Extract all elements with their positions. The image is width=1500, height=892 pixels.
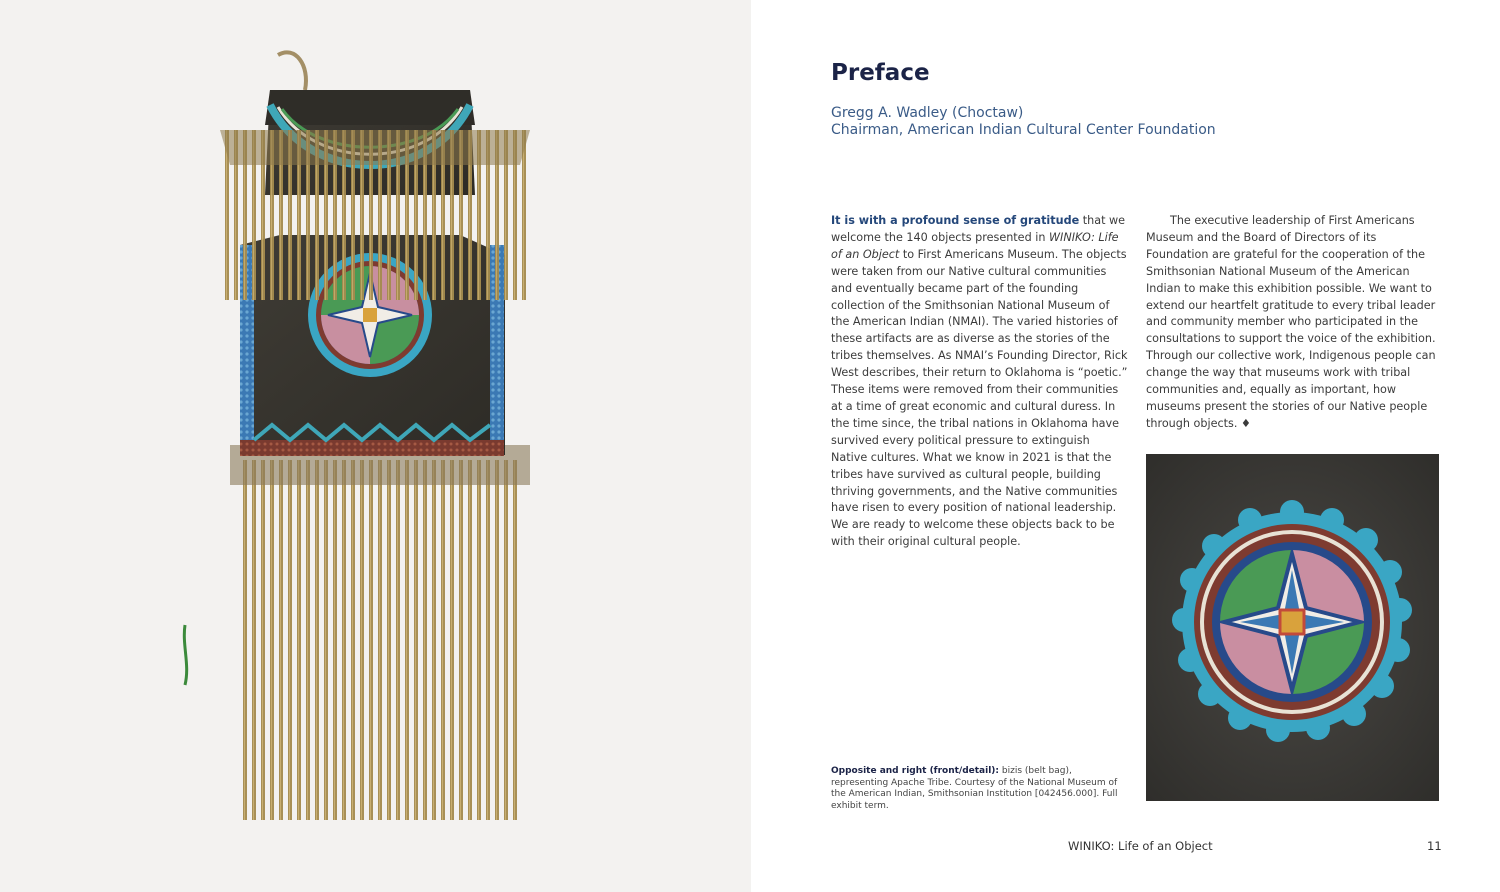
- footer-book-title: WINIKO: Life of an Object: [1068, 839, 1213, 853]
- body-text-part-2: to First Americans Museum. The objects were taken from our Native cultural communities and eventually became part of the founding collection of the Smithsonian National Museum of the American Indian (NMAI). The varied histories of these artifacts are as diverse as the stories of the tribes themselves. As NMAI’s Founding Director, Rick West describes, their return to Oklahoma is “poetic.” These items were removed from their communities at a time of great economic and cultural duress. In the time since, the tribal nations in Oklahoma have survived every political pressure to extinguish Native cultures. What we know in 2021 is that the tribes have survived as cultural people, building thriving governments, and the Native communities have risen to every position of national leadership. We are ready to welcome these objects back to be with their original cultural people.: [831, 247, 1128, 549]
- photo-caption: [831, 766, 1127, 812]
- body-paragraph-2: [1146, 213, 1438, 433]
- caption-text: bizis (belt bag), representing Apache Tribe. Courtesy of the National Museum of the American Indian, Smithsonian Institution [042456.000]. Full exhibit term.: [831, 766, 1118, 811]
- author-role: Chairman, American Indian Cultural Center Foundation: [831, 122, 1216, 138]
- body-text-part-3: The executive leadership of First Americans Museum and the Board of Directors of its Foundation are grateful for the cooperation of the Smithsonian National Museum of the American Indian to make this exhibition possible. We want to extend our heartfelt gratitude to every tribal leader and community member who participated in the consultations to support the voice of the exhibition. Through our collective work, Indigenous people can change the way that museums work with tribal communities and, equally as important, how museums present the stories of our Native people through objects. ♦: [1146, 214, 1436, 430]
- author-name: Gregg A. Wadley (Choctaw): [831, 105, 1024, 121]
- page-number: 11: [1427, 839, 1442, 853]
- page-title: Preface: [831, 60, 930, 86]
- medallion-detail-photo: [1146, 454, 1439, 801]
- body-paragraph-1: [831, 213, 1129, 551]
- author-block: [831, 105, 1216, 139]
- exhibition-title-italic: WINIKO: Life of an Object: [831, 230, 1119, 261]
- body-column-2: [1146, 213, 1438, 433]
- body-column-1: [831, 213, 1129, 551]
- caption-label: Opposite and right (front/detail):: [831, 766, 1000, 776]
- body-text-part-1: that we welcome the 140 objects presented in: [831, 214, 1126, 244]
- lead-in-text: It is with a profound sense of gratitude: [831, 214, 1080, 227]
- belt-bag-photo: [160, 45, 580, 835]
